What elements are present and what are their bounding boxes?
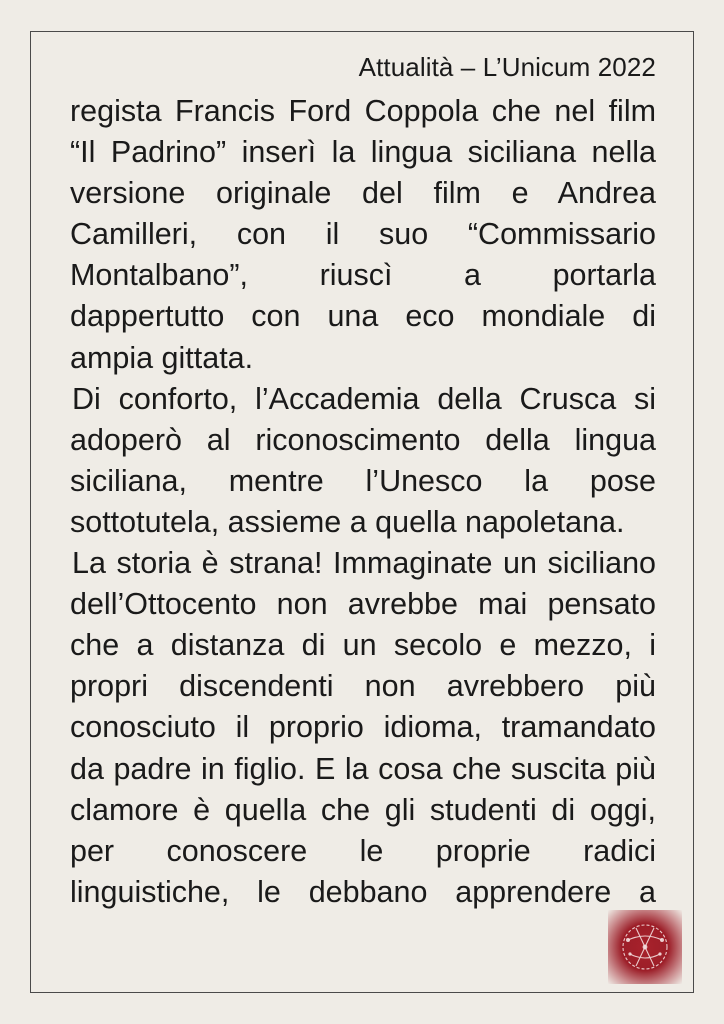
text-line: sottotutela, assieme a quella napoletana. [70,504,625,539]
text-line: La storia è strana! Immaginate un siciliano [72,546,656,581]
text-line: regista Francis Ford Coppola che nel film [70,94,656,128]
unicum-logo-icon [608,910,682,984]
text-line: versione originale del film e Andrea [70,176,656,211]
text-line: Camilleri, con il suo “Commissario [70,217,656,252]
text-line: per conoscere le proprie radici [70,833,656,868]
article-body [70,91,656,913]
text-line: linguistiche, le debbano apprendere a [70,874,656,909]
text-line: dell’Ottocento non avrebbe mai pensato [70,587,656,622]
text-line: che a distanza di un secolo e mezzo, i [70,628,656,663]
page-header: Attualità – L’Unicum 2022 [358,52,656,82]
text-line: dappertutto con una eco mondiale di [70,299,656,334]
logo-emblem-icon [608,910,682,984]
text-line: adoperò al riconoscimento della lingua [70,422,656,457]
text-line: clamore è quella che gli studenti di oggi, [70,792,656,827]
text-line: Montalbano”, riuscì a portarla [70,258,656,293]
text-line: propri discendenti non avrebbero più [70,669,656,704]
text-line: ampia gittata. [70,340,254,375]
text-line: siciliana, mentre l’Unesco la pose [70,463,656,498]
text-line: conosciuto il proprio idioma, tramandato [70,710,656,745]
text-line: Di conforto, l’Accademia della Crusca si [72,381,656,416]
text-line: da padre in figlio. E la cosa che suscita più [70,751,656,786]
text-line: “Il Padrino” inserì la lingua siciliana nella [70,135,656,170]
